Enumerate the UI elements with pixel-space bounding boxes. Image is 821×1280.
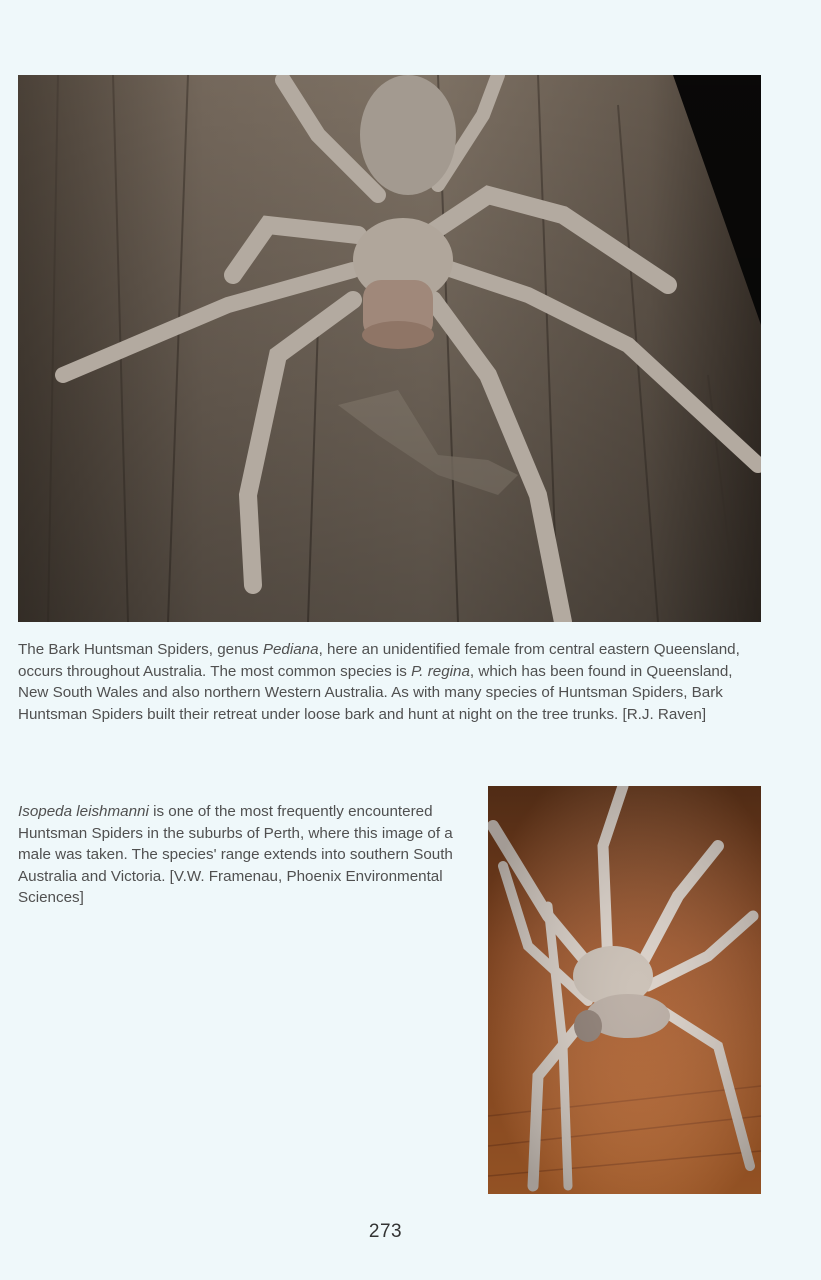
bark-huntsman-photo	[18, 75, 761, 622]
caption1-part1: The Bark Huntsman Spiders, genus	[18, 641, 263, 658]
caption2-text: is one of the most frequently encountered Huntsman Spiders in the suburbs of Perth, where this image of a male was taken. The species' range extends into southern South Australia and Victoria. [V.W. Framenau, Phoenix Environmental Sciences]	[18, 803, 453, 906]
caption1-part2: , here an unidentified female from central eastern Queensland, occurs throughout Australia. The most common species is	[18, 641, 740, 680]
bark-huntsman-caption	[18, 639, 763, 725]
species-name: P. regina	[411, 662, 470, 680]
caption1-part3: , which has been found in Queensland, New South Wales and also northern Western Australia. As with many species of Huntsman Spiders, Bark Huntsman Spiders built their retreat under loose bark and hunt at night on the tree trunks. [R.J. Raven]	[18, 662, 733, 723]
isopeda-species-name: Isopeda leishmanni	[18, 803, 149, 820]
isopeda-caption	[18, 801, 458, 909]
isopeda-photo	[488, 786, 761, 1194]
genus-name: Pediana	[262, 641, 319, 658]
page-number: 273	[368, 1221, 403, 1242]
